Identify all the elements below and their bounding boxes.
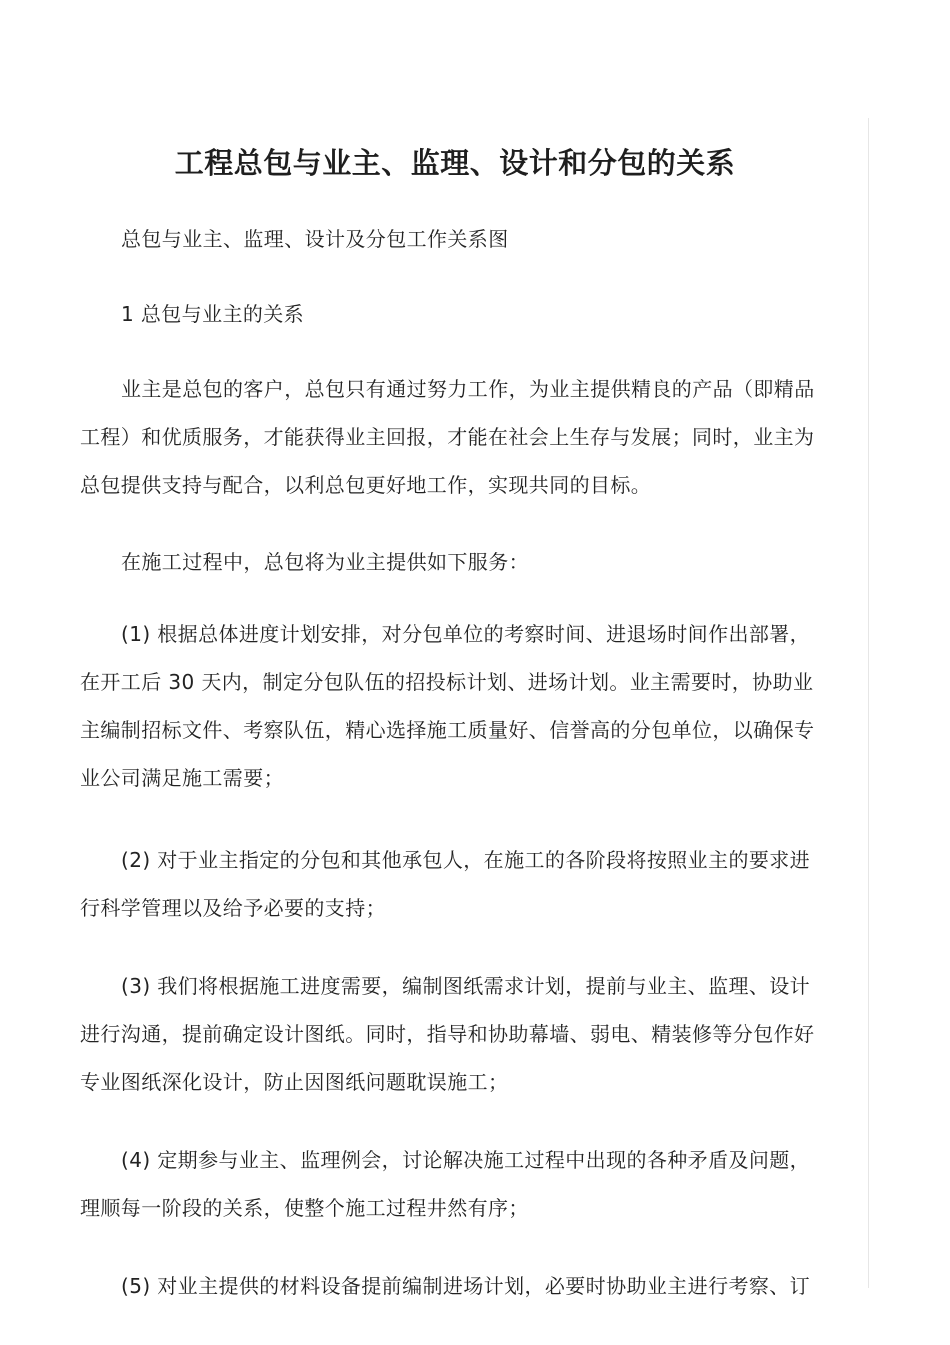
service-item-3: (3) 我们将根据施工进度需要，编制图纸需求计划，提前与业主、监理、设计进行沟通，提前确定设计图纸。同时，指导和协助幕墙、弱电、精装修等分包作好专业图纸深化设计，防止因图纸问题耽误施工； [80, 974, 815, 1094]
service-item-2: (2) 对于业主指定的分包和其他承包人，在施工的各阶段将按照业主的要求进行科学管理以及给予必要的支持； [80, 848, 811, 920]
section-heading-owner-relation: 1 总包与业主的关系 [121, 302, 305, 326]
document-title: 工程总包与业主、监理、设计和分包的关系 [174, 146, 736, 181]
intro-paragraph: 业主是总包的客户，总包只有通过努力工作，为业主提供精良的产品（即精品工程）和优质服务，才能获得业主回报，才能在社会上生存与发展；同时，业主为总包提供支持与配合，以利总包更好地工作，实现共同的目标。 [80, 377, 815, 497]
diagram-caption: 总包与业主、监理、设计及分包工作关系图 [121, 227, 509, 251]
services-intro: 在施工过程中，总包将为业主提供如下服务： [121, 550, 529, 574]
service-item-1: (1) 根据总体进度计划安排，对分包单位的考察时间、进退场时间作出部署，在开工后 30 天内，制定分包队伍的招投标计划、进场计划。业主需要时，协助业主编制招标文件、考察队伍，精心选择施工质量好、信誉高的分包单位，以确保专业公司满足施工需要； [80, 622, 815, 790]
service-item-5: (5) 对业主提供的材料设备提前编制进场计划，必要时协助业主进行考察、订 [121, 1274, 811, 1298]
service-item-4: (4) 定期参与业主、监理例会，讨论解决施工过程中出现的各种矛盾及问题，理顺每一阶段的关系，使整个施工过程井然有序； [80, 1148, 811, 1220]
page-edge-divider [868, 118, 869, 1288]
